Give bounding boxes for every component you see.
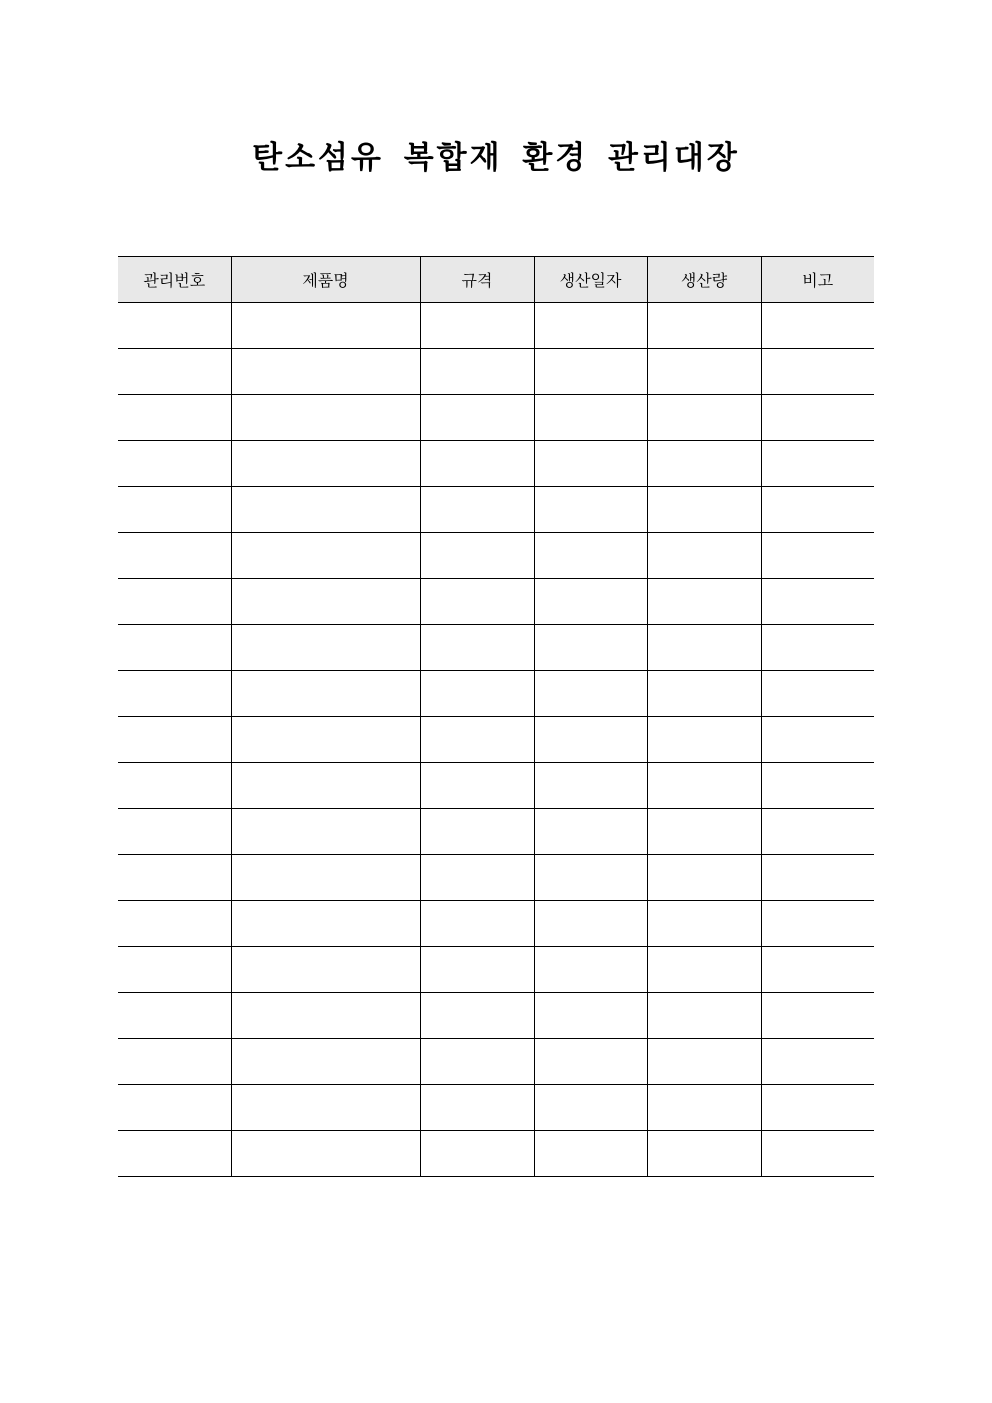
- table-row: [118, 855, 874, 901]
- cell-specification[interactable]: [420, 441, 534, 487]
- cell-production-date[interactable]: [534, 809, 647, 855]
- cell-management-number[interactable]: [118, 1085, 231, 1131]
- cell-management-number[interactable]: [118, 901, 231, 947]
- table-row: [118, 533, 874, 579]
- cell-production-quantity[interactable]: [647, 303, 761, 349]
- cell-management-number[interactable]: [118, 1131, 231, 1177]
- cell-production-quantity[interactable]: [647, 901, 761, 947]
- cell-management-number[interactable]: [118, 671, 231, 717]
- cell-production-date[interactable]: [534, 901, 647, 947]
- cell-remarks[interactable]: [761, 855, 874, 901]
- cell-production-quantity[interactable]: [647, 1039, 761, 1085]
- cell-remarks[interactable]: [761, 395, 874, 441]
- cell-specification[interactable]: [420, 487, 534, 533]
- table-row: [118, 579, 874, 625]
- cell-remarks[interactable]: [761, 993, 874, 1039]
- cell-remarks[interactable]: [761, 763, 874, 809]
- cell-product-name[interactable]: [231, 947, 420, 993]
- cell-specification[interactable]: [420, 901, 534, 947]
- cell-specification[interactable]: [420, 349, 534, 395]
- cell-management-number[interactable]: [118, 579, 231, 625]
- cell-specification[interactable]: [420, 1039, 534, 1085]
- table-row: [118, 717, 874, 763]
- table-row: [118, 947, 874, 993]
- cell-remarks[interactable]: [761, 1039, 874, 1085]
- table-row: [118, 901, 874, 947]
- header-management-number: 관리번호: [118, 257, 231, 303]
- header-remarks: 비고: [761, 257, 874, 303]
- table-header-row: [118, 257, 874, 303]
- cell-product-name[interactable]: [231, 395, 420, 441]
- cell-remarks[interactable]: [761, 809, 874, 855]
- header-production-quantity: 생산량: [647, 257, 761, 303]
- cell-production-quantity[interactable]: [647, 395, 761, 441]
- page-title: 탄소섬유 복합재 환경 관리대장: [252, 140, 740, 176]
- cell-remarks[interactable]: [761, 349, 874, 395]
- cell-production-quantity[interactable]: [647, 1131, 761, 1177]
- cell-product-name[interactable]: [231, 717, 420, 763]
- cell-management-number[interactable]: [118, 349, 231, 395]
- cell-production-date[interactable]: [534, 395, 647, 441]
- cell-product-name[interactable]: [231, 671, 420, 717]
- cell-management-number[interactable]: [118, 441, 231, 487]
- cell-specification[interactable]: [420, 395, 534, 441]
- cell-production-date[interactable]: [534, 947, 647, 993]
- cell-production-quantity[interactable]: [647, 349, 761, 395]
- management-ledger-table: [118, 256, 874, 1177]
- cell-production-quantity[interactable]: [647, 625, 761, 671]
- cell-production-quantity[interactable]: [647, 855, 761, 901]
- cell-remarks[interactable]: [761, 579, 874, 625]
- cell-production-quantity[interactable]: [647, 763, 761, 809]
- cell-production-date[interactable]: [534, 1085, 647, 1131]
- cell-remarks[interactable]: [761, 487, 874, 533]
- table-row: [118, 809, 874, 855]
- table-row: [118, 441, 874, 487]
- cell-production-quantity[interactable]: [647, 809, 761, 855]
- cell-specification[interactable]: [420, 993, 534, 1039]
- table-row: [118, 993, 874, 1039]
- cell-production-date[interactable]: [534, 1131, 647, 1177]
- cell-remarks[interactable]: [761, 625, 874, 671]
- cell-remarks[interactable]: [761, 1085, 874, 1131]
- table-body: [118, 303, 874, 1177]
- table-row: [118, 487, 874, 533]
- cell-production-quantity[interactable]: [647, 1085, 761, 1131]
- cell-specification[interactable]: [420, 947, 534, 993]
- cell-remarks[interactable]: [761, 717, 874, 763]
- cell-specification[interactable]: [420, 579, 534, 625]
- cell-management-number[interactable]: [118, 1039, 231, 1085]
- cell-production-date[interactable]: [534, 441, 647, 487]
- cell-management-number[interactable]: [118, 993, 231, 1039]
- cell-production-date[interactable]: [534, 349, 647, 395]
- cell-production-quantity[interactable]: [647, 671, 761, 717]
- header-specification: 규격: [420, 257, 534, 303]
- cell-specification[interactable]: [420, 303, 534, 349]
- cell-management-number[interactable]: [118, 625, 231, 671]
- cell-production-date[interactable]: [534, 487, 647, 533]
- table-row: [118, 671, 874, 717]
- cell-specification[interactable]: [420, 855, 534, 901]
- table-row: [118, 349, 874, 395]
- table-row: [118, 303, 874, 349]
- cell-remarks[interactable]: [761, 1131, 874, 1177]
- cell-product-name[interactable]: [231, 303, 420, 349]
- cell-management-number[interactable]: [118, 763, 231, 809]
- table-row: [118, 763, 874, 809]
- cell-product-name[interactable]: [231, 993, 420, 1039]
- cell-product-name[interactable]: [231, 349, 420, 395]
- cell-production-quantity[interactable]: [647, 441, 761, 487]
- cell-specification[interactable]: [420, 809, 534, 855]
- cell-production-quantity[interactable]: [647, 579, 761, 625]
- cell-product-name[interactable]: [231, 1085, 420, 1131]
- cell-production-quantity[interactable]: [647, 947, 761, 993]
- cell-production-date[interactable]: [534, 671, 647, 717]
- cell-remarks[interactable]: [761, 671, 874, 717]
- cell-production-date[interactable]: [534, 533, 647, 579]
- cell-production-quantity[interactable]: [647, 487, 761, 533]
- cell-production-date[interactable]: [534, 717, 647, 763]
- cell-specification[interactable]: [420, 671, 534, 717]
- cell-product-name[interactable]: [231, 855, 420, 901]
- cell-product-name[interactable]: [231, 533, 420, 579]
- table-row: [118, 1131, 874, 1177]
- cell-product-name[interactable]: [231, 901, 420, 947]
- cell-remarks[interactable]: [761, 441, 874, 487]
- cell-specification[interactable]: [420, 763, 534, 809]
- cell-production-date[interactable]: [534, 303, 647, 349]
- cell-specification[interactable]: [420, 1085, 534, 1131]
- cell-production-quantity[interactable]: [647, 993, 761, 1039]
- cell-production-date[interactable]: [534, 1039, 647, 1085]
- cell-production-date[interactable]: [534, 855, 647, 901]
- cell-product-name[interactable]: [231, 1039, 420, 1085]
- cell-product-name[interactable]: [231, 625, 420, 671]
- cell-product-name[interactable]: [231, 487, 420, 533]
- table-row: [118, 395, 874, 441]
- cell-production-date[interactable]: [534, 993, 647, 1039]
- cell-remarks[interactable]: [761, 303, 874, 349]
- cell-production-quantity[interactable]: [647, 717, 761, 763]
- table-row: [118, 625, 874, 671]
- cell-management-number[interactable]: [118, 487, 231, 533]
- cell-product-name[interactable]: [231, 579, 420, 625]
- cell-remarks[interactable]: [761, 947, 874, 993]
- cell-management-number[interactable]: [118, 947, 231, 993]
- cell-production-date[interactable]: [534, 625, 647, 671]
- cell-specification[interactable]: [420, 625, 534, 671]
- cell-product-name[interactable]: [231, 1131, 420, 1177]
- header-production-date: 생산일자: [534, 257, 647, 303]
- cell-specification[interactable]: [420, 1131, 534, 1177]
- cell-product-name[interactable]: [231, 809, 420, 855]
- cell-product-name[interactable]: [231, 441, 420, 487]
- header-product-name: 제품명: [231, 257, 420, 303]
- cell-product-name[interactable]: [231, 763, 420, 809]
- cell-specification[interactable]: [420, 533, 534, 579]
- table-row: [118, 1039, 874, 1085]
- cell-production-quantity[interactable]: [647, 533, 761, 579]
- cell-management-number[interactable]: [118, 855, 231, 901]
- table-row: [118, 1085, 874, 1131]
- cell-management-number[interactable]: [118, 303, 231, 349]
- cell-management-number[interactable]: [118, 717, 231, 763]
- cell-specification[interactable]: [420, 717, 534, 763]
- cell-management-number[interactable]: [118, 395, 231, 441]
- cell-management-number[interactable]: [118, 809, 231, 855]
- cell-management-number[interactable]: [118, 533, 231, 579]
- cell-production-date[interactable]: [534, 763, 647, 809]
- cell-remarks[interactable]: [761, 901, 874, 947]
- cell-remarks[interactable]: [761, 533, 874, 579]
- cell-production-date[interactable]: [534, 579, 647, 625]
